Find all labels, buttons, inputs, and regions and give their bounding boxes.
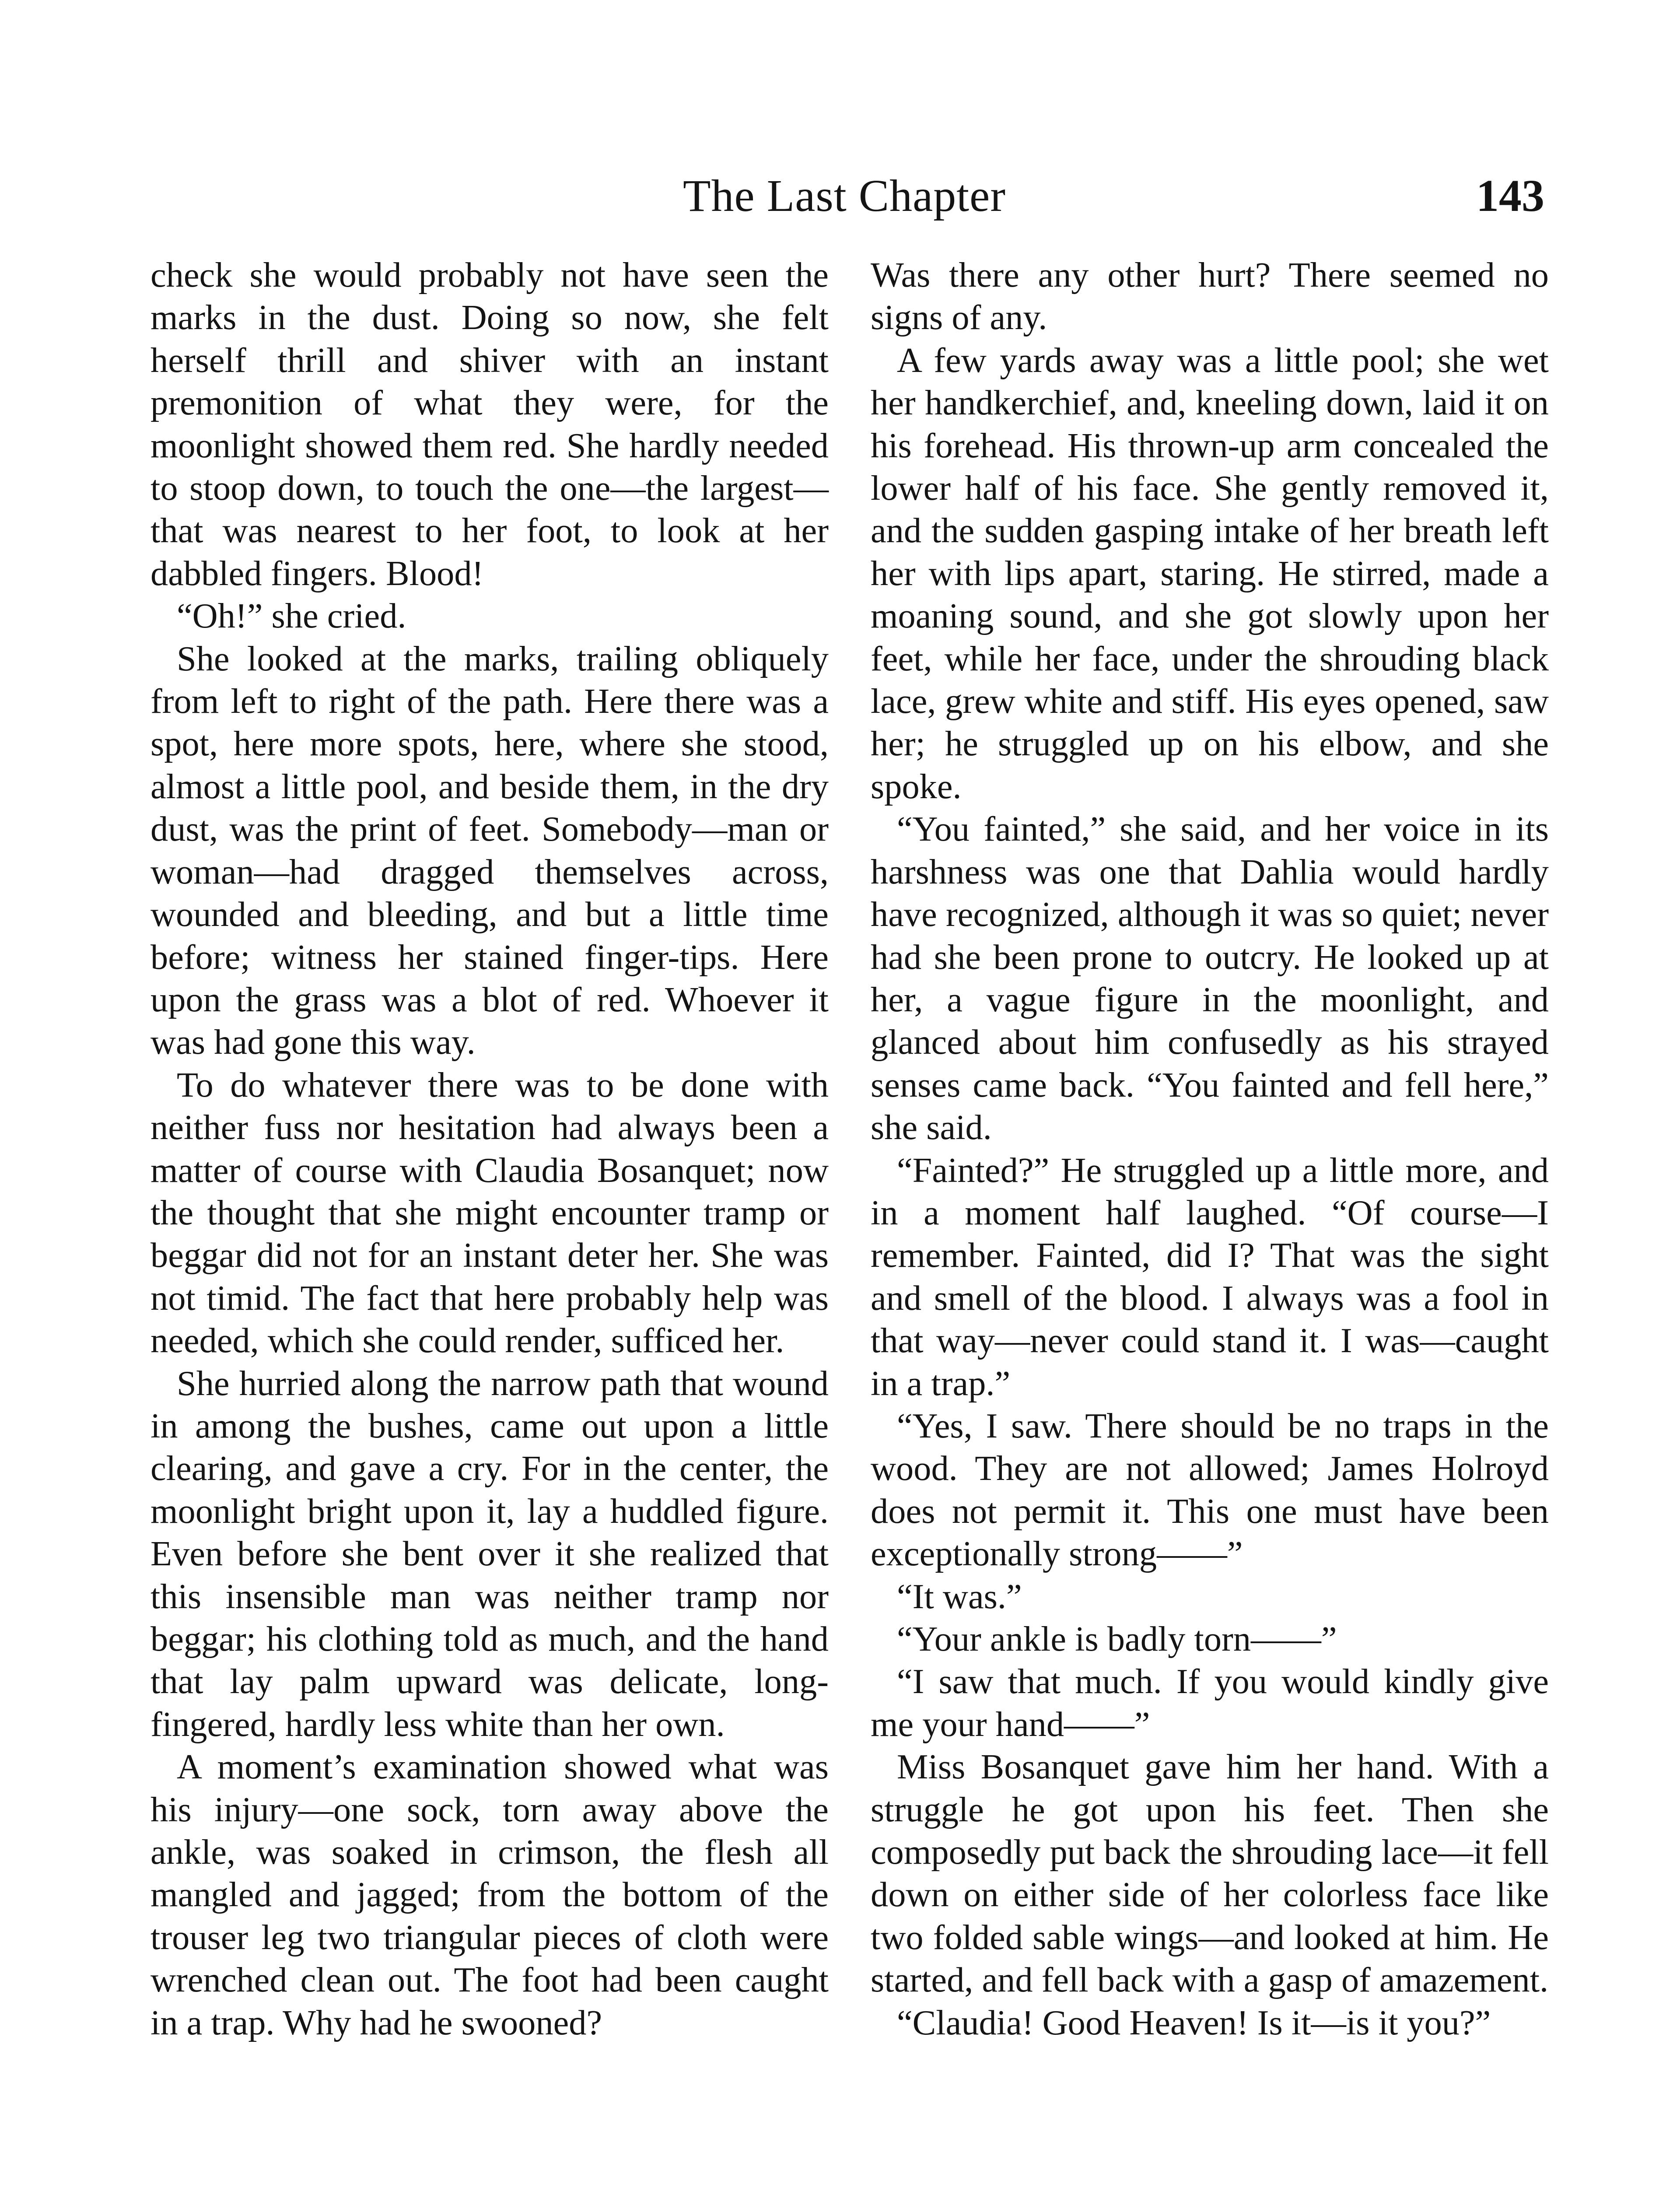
paragraph: A moment’s examination showed what was his injury—one sock, torn away above the ankle, was soaked in crimson, the flesh all mangled and jagged; from the bottom of the trouser leg two triangular pieces of cloth were wrenched clean out. The foot had been caught in a trap. Why had he swooned? — [150, 1747, 829, 2042]
paragraph: She looked at the marks, trailing obliquely from left to right of the path. Here there was a spot, here more spots, here, where she stood, almost a little pool, and beside them, in the dry dust, was the print of feet. Somebody—man or woman—had dragged themselves across, wounded and bleeding, and but a little time before; witness her stained finger-tips. Here upon the grass was a blot of red. Whoever it was had gone this way. — [150, 639, 829, 1062]
paragraph: check she would probably not have seen the marks in the dust. Doing so now, she felt herself thrill and shiver with an instant premonition of what they were, for the moonlight showed them red. She hardly needed to stoop down, to touch the one—the largest—that was nearest to her foot, to look at her dabbled fingers. Blood! — [150, 256, 829, 593]
paragraph: “It was.” — [897, 1577, 1022, 1616]
paragraph: To do whatever there was to be done with neither fuss nor hesitation had always been a matter of course with Claudia Bosanquet; now the thought that she might encounter tramp or beggar did not for an instant deter her. She was not timid. The fact that here probably help was needed, which she could render, sufficed her. — [150, 1065, 829, 1360]
paragraph: “Your ankle is badly torn——” — [897, 1620, 1337, 1659]
running-head — [144, 165, 1544, 227]
running-title: The Last Chapter — [683, 171, 1006, 221]
paragraph: Miss Bosanquet gave him her hand. With a struggle he got upon his feet. Then she composedly put back the shrouding lace—it fell down on either side of her colorless face like two folded sable wings—and looked at him. He started, and fell back with a gasp of amazement. — [871, 1747, 1549, 2000]
paragraph: “I saw that much. If you would kindly give me your hand——” — [871, 1662, 1549, 1744]
paragraph: “Yes, I saw. There should be no traps in the wood. They are not allowed; James Holroyd does not permit it. This one must have been exceptionally strong——” — [871, 1406, 1549, 1574]
right-column — [871, 254, 1549, 2044]
paragraph: A few yards away was a little pool; she wet her handkerchief, and, kneeling down, laid it on his forehead. His thrown-up arm concealed the lower half of his face. She gently removed it, and the sudden gasping intake of her breath left her with lips apart, staring. He stirred, made a moaning sound, and she got slowly upon her feet, while her face, under the shrouding black lace, grew white and stiff. His eyes opened, saw her; he struggled up on his elbow, and she spoke. — [871, 340, 1549, 806]
left-column — [150, 254, 829, 2044]
paragraph: Was there any other hurt? There seemed no signs of any. — [871, 256, 1549, 337]
paragraph: “Claudia! Good Heaven! Is it—is it you?” — [897, 2003, 1491, 2042]
paragraph: She hurried along the narrow path that wound in among the bushes, came out upon a little clearing, and gave a cry. For in the center, the moonlight bright upon it, lay a huddled figure. Even before she bent over it she realized that this insensible man was neither tramp nor beggar; his clothing told as much, and the hand that lay palm upward was delicate, long-fingered, hardly less white than her own. — [150, 1364, 829, 1744]
paragraph: “You fainted,” she said, and her voice in its harshness was one that Dahlia would hardly have recognized, although it was so quiet; never had she been prone to outcry. He looked up at her, a vague figure in the moonlight, and glanced about him confusedly as his strayed senses came back. “You fainted and fell here,” she said. — [871, 810, 1549, 1147]
page-number: 143 — [1476, 171, 1544, 221]
paragraph: “Fainted?” He struggled up a little more, and in a moment half laughed. “Of course—I remember. Fainted, did I? That was the sight and smell of the blood. I always was a fool in that way—never could stand it. I was—caught in a trap.” — [871, 1150, 1549, 1403]
paragraph: “Oh!” she cried. — [177, 596, 406, 636]
